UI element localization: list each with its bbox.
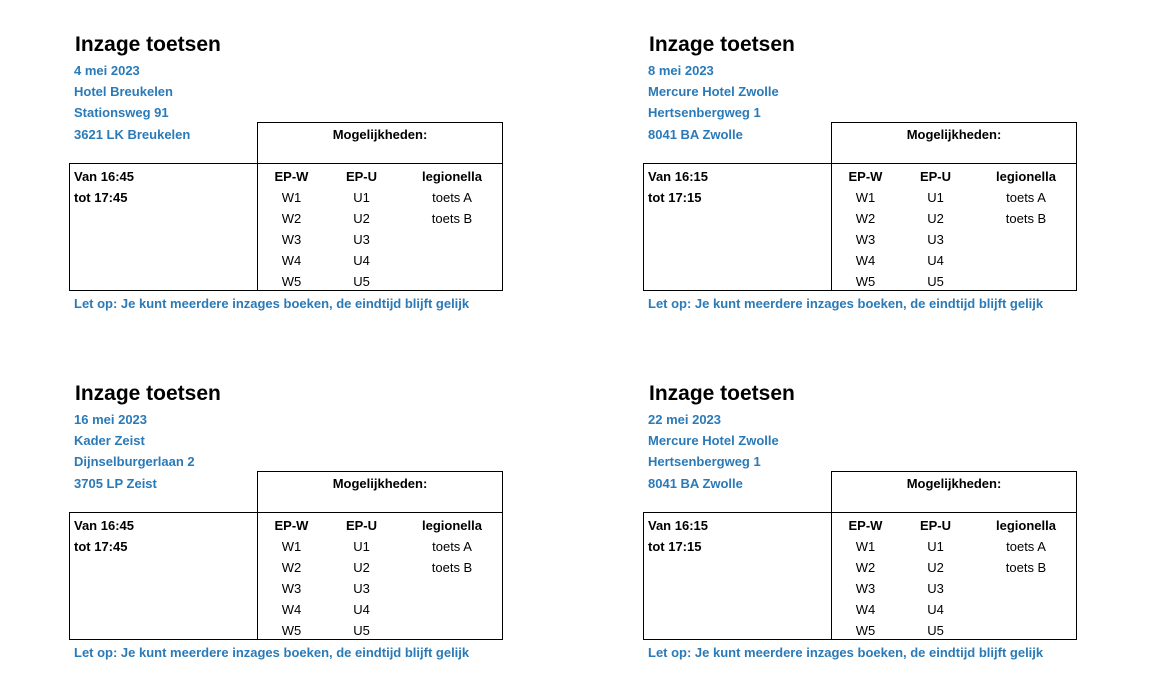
options-label: Mogelijkheden: xyxy=(332,127,428,142)
session-block xyxy=(643,6,1083,311)
booking-note: Let op: Je kunt meerdere inzages boeken, de eindtijd blijft gelijk xyxy=(74,645,470,660)
time-from: Van 16:15 xyxy=(648,169,708,184)
time-to: tot 17:45 xyxy=(74,539,128,554)
ep-w-option: W2 xyxy=(281,560,302,575)
session-title: Inzage toetsen xyxy=(649,33,795,56)
venue-street: Dijnselburgerlaan 2 xyxy=(74,454,195,469)
ep-w-option: W1 xyxy=(855,190,876,205)
options-header-box xyxy=(257,471,503,512)
ep-u-option: U2 xyxy=(353,211,370,226)
session-title: Inzage toetsen xyxy=(75,33,221,56)
venue-postcode-city: 3705 LP Zeist xyxy=(74,476,157,491)
options-label: Mogelijkheden: xyxy=(332,476,428,491)
ep-u-option: U5 xyxy=(927,623,944,638)
booking-note: Let op: Je kunt meerdere inzages boeken, de eindtijd blijft gelijk xyxy=(74,296,470,311)
session-block xyxy=(69,355,509,660)
options-header-box xyxy=(831,471,1077,512)
time-from: Van 16:15 xyxy=(648,518,708,533)
ep-u-option: U3 xyxy=(927,232,944,247)
time-from: Van 16:45 xyxy=(74,518,134,533)
ep-w-option: W1 xyxy=(281,190,302,205)
session-date: 16 mei 2023 xyxy=(74,412,148,427)
ep-u-option: U4 xyxy=(353,253,370,268)
ep-u-option: U4 xyxy=(927,602,944,617)
ep-u-option: U2 xyxy=(353,560,370,575)
legionella-option: toets A xyxy=(1006,539,1046,554)
session-block xyxy=(69,6,509,311)
column-header-ep-w: EP-W xyxy=(848,518,883,533)
column-header-legionella: legionella xyxy=(996,169,1056,184)
legionella-option: toets B xyxy=(431,211,473,226)
ep-w-option: W2 xyxy=(855,211,876,226)
ep-w-option: W1 xyxy=(281,539,302,554)
options-header-box xyxy=(831,122,1077,163)
table-divider xyxy=(257,163,258,291)
venue-postcode-city: 3621 LK Breukelen xyxy=(74,127,191,142)
ep-w-option: W3 xyxy=(855,581,876,596)
session-date: 22 mei 2023 xyxy=(648,412,722,427)
ep-w-option: W2 xyxy=(855,560,876,575)
venue-postcode-city: 8041 BA Zwolle xyxy=(648,476,743,491)
session-title: Inzage toetsen xyxy=(75,382,221,405)
column-header-ep-w: EP-W xyxy=(274,169,309,184)
table-divider xyxy=(257,512,258,640)
time-to: tot 17:15 xyxy=(648,190,702,205)
options-header-box xyxy=(257,122,503,163)
legionella-option: toets A xyxy=(1006,190,1046,205)
legionella-option: toets B xyxy=(1005,560,1047,575)
venue-postcode-city: 8041 BA Zwolle xyxy=(648,127,743,142)
ep-w-option: W5 xyxy=(855,623,876,638)
ep-u-option: U1 xyxy=(353,190,370,205)
table-divider xyxy=(831,163,832,291)
ep-u-option: U5 xyxy=(353,623,370,638)
session-title: Inzage toetsen xyxy=(649,382,795,405)
time-to: tot 17:15 xyxy=(648,539,702,554)
ep-u-option: U4 xyxy=(353,602,370,617)
venue-name: Hotel Breukelen xyxy=(74,84,173,99)
venue-name: Mercure Hotel Zwolle xyxy=(648,433,779,448)
column-header-legionella: legionella xyxy=(422,518,482,533)
ep-u-option: U1 xyxy=(927,539,944,554)
session-date: 8 mei 2023 xyxy=(648,63,714,78)
ep-u-option: U1 xyxy=(927,190,944,205)
ep-u-option: U5 xyxy=(927,274,944,289)
column-header-legionella: legionella xyxy=(996,518,1056,533)
ep-w-option: W4 xyxy=(855,602,876,617)
ep-w-option: W4 xyxy=(855,253,876,268)
ep-u-option: U1 xyxy=(353,539,370,554)
column-header-ep-u: EP-U xyxy=(345,518,378,533)
time-to: tot 17:45 xyxy=(74,190,128,205)
legionella-option: toets B xyxy=(431,560,473,575)
venue-name: Kader Zeist xyxy=(74,433,145,448)
ep-u-option: U2 xyxy=(927,560,944,575)
ep-w-option: W5 xyxy=(281,623,302,638)
column-header-ep-w: EP-W xyxy=(848,169,883,184)
ep-w-option: W4 xyxy=(281,253,302,268)
column-header-ep-u: EP-U xyxy=(345,169,378,184)
booking-note: Let op: Je kunt meerdere inzages boeken, de eindtijd blijft gelijk xyxy=(648,645,1044,660)
booking-note: Let op: Je kunt meerdere inzages boeken, de eindtijd blijft gelijk xyxy=(648,296,1044,311)
ep-u-option: U5 xyxy=(353,274,370,289)
legionella-option: toets A xyxy=(432,190,472,205)
session-date: 4 mei 2023 xyxy=(74,63,140,78)
venue-name: Mercure Hotel Zwolle xyxy=(648,84,779,99)
venue-street: Hertsenbergweg 1 xyxy=(648,454,761,469)
ep-w-option: W3 xyxy=(281,581,302,596)
time-from: Van 16:45 xyxy=(74,169,134,184)
column-header-ep-u: EP-U xyxy=(919,518,952,533)
legionella-option: toets A xyxy=(432,539,472,554)
ep-w-option: W3 xyxy=(855,232,876,247)
ep-u-option: U2 xyxy=(927,211,944,226)
ep-w-option: W3 xyxy=(281,232,302,247)
legionella-option: toets B xyxy=(1005,211,1047,226)
column-header-ep-u: EP-U xyxy=(919,169,952,184)
ep-u-option: U3 xyxy=(353,232,370,247)
options-label: Mogelijkheden: xyxy=(906,127,1002,142)
ep-w-option: W4 xyxy=(281,602,302,617)
ep-w-option: W5 xyxy=(281,274,302,289)
ep-u-option: U3 xyxy=(927,581,944,596)
table-divider xyxy=(831,512,832,640)
session-block xyxy=(643,355,1083,660)
ep-u-option: U3 xyxy=(353,581,370,596)
ep-w-option: W2 xyxy=(281,211,302,226)
options-label: Mogelijkheden: xyxy=(906,476,1002,491)
ep-w-option: W5 xyxy=(855,274,876,289)
ep-w-option: W1 xyxy=(855,539,876,554)
column-header-ep-w: EP-W xyxy=(274,518,309,533)
venue-street: Stationsweg 91 xyxy=(74,105,169,120)
venue-street: Hertsenbergweg 1 xyxy=(648,105,761,120)
column-header-legionella: legionella xyxy=(422,169,482,184)
ep-u-option: U4 xyxy=(927,253,944,268)
